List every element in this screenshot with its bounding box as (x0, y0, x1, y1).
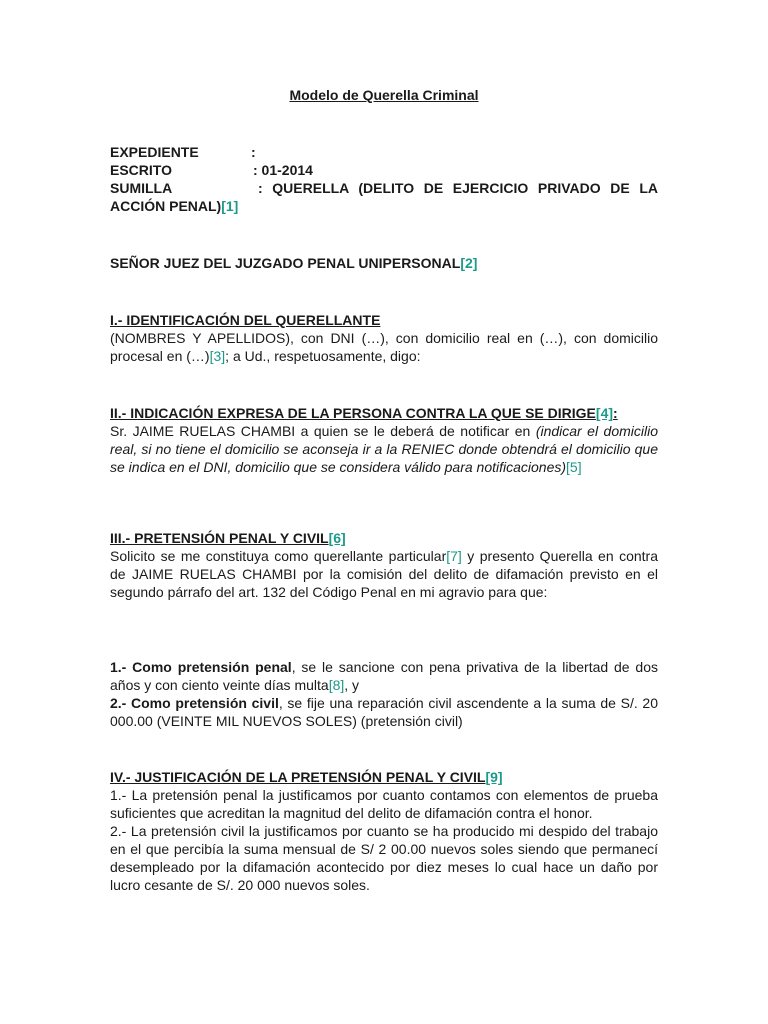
section-3-body (110, 547, 658, 601)
pretension-2 (110, 694, 658, 730)
footnote-ref-9[interactable]: [9] (485, 769, 503, 785)
expediente-value: : (251, 144, 256, 160)
section-2-text: Sr. JAIME RUELAS CHAMBI a quien se le deberá de notificar en (110, 423, 536, 439)
section-4-paragraph-2: 2.- La pretensión civil la justificamos por cuanto se ha producido mi despido del trabajo en el que percibía la suma mensual de S/ 2 00.00 nuevos soles siendo que permanecí desempleado por la difamación acontecido por diez meses lo cual hace un daño por lucro cesante de S/. 20 000 nuevos soles. (110, 823, 658, 893)
section-3-text: Solicito se me constituya como querellante particular (110, 548, 447, 564)
pretension-1-end: , y (344, 677, 360, 693)
pretension-1-text: , se le sancione con pena privativa de la libertad de dos años y con ciento veinte días multa (110, 659, 658, 693)
pretension-2-text: , se fije una reparación civil ascendente a la suma de S/. 20 000.00 (VEINTE MIL NUEVOS SOLES) (pretensión civil) (110, 695, 658, 729)
section-3-text-end: y presento Querella en contra de JAIME RUELAS CHAMBI por la comisión del delito de difamación previsto en el segundo párrafo del art. 132 del Código Penal en mi agravio para que: (110, 548, 658, 600)
footnote-ref-2[interactable]: [2] (460, 255, 478, 271)
footnote-ref-3[interactable]: [3] (209, 348, 226, 364)
sumilla-value: : QUERELLA (DELITO DE EJERCICIO PRIVADO DE LA (258, 180, 658, 196)
section-3 (110, 529, 658, 601)
sumilla-cont-row (110, 197, 658, 215)
footnote-ref-5[interactable]: [5] (566, 459, 582, 475)
sumilla-row (110, 179, 658, 197)
sumilla-label: SUMILLA (110, 180, 173, 196)
section-1-text: (NOMBRES Y APELLIDOS), con DNI (…), con domicilio real en (…), con domicilio procesal en (…) (110, 330, 658, 364)
addressee (110, 254, 658, 272)
footnote-ref-6[interactable]: [6] (328, 530, 346, 546)
section-2 (110, 404, 658, 476)
section-4-heading: IV.- JUSTIFICACIÓN DE LA PRETENSIÓN PENAL Y CIVIL (110, 769, 486, 785)
section-4 (110, 768, 658, 894)
section-4-heading-row (110, 768, 658, 786)
section-2-body (110, 422, 658, 476)
section-3-heading-row (110, 529, 658, 547)
section-2-italic-text: (indicar el domicilio real, si no tiene el domicilio se aconseja ir a la RENIEC donde obtendrá el domicilio que se indica en el DNI, domicilio que se considera válido para notificaciones) (110, 423, 658, 475)
pretension-1 (110, 658, 658, 694)
section-1-text-end: ; a Ud., respetuosamente, digo: (225, 348, 421, 364)
section-2-heading-colon: : (613, 405, 618, 421)
section-2-heading-row (110, 404, 658, 422)
document-title: Modelo de Querella Criminal (289, 87, 479, 103)
section-4-paragraph-1: 1.- La pretensión penal la justificamos por cuanto contamos con elementos de prueba suficientes que acreditan la magnitud del delito de difamación contra el honor. (110, 787, 658, 821)
escrito-value: : 01-2014 (253, 162, 313, 178)
footnote-ref-8[interactable]: [8] (328, 677, 345, 693)
escrito-label: ESCRITO (110, 162, 172, 178)
pretension-2-label: 2.- Como pretensión civil (110, 695, 279, 711)
footnote-ref-4[interactable]: [4] (595, 405, 614, 421)
footnote-ref-7[interactable]: [7] (446, 548, 462, 564)
pretensions (110, 658, 658, 730)
sumilla-continuation: ACCIÓN PENAL) (110, 198, 222, 214)
escrito-row (110, 161, 658, 179)
case-header (110, 143, 658, 215)
section-2-heading: II.- INDICACIÓN EXPRESA DE LA PERSONA CONTRA LA QUE SE DIRIGE (110, 405, 596, 421)
footnote-ref-1[interactable]: [1] (221, 198, 239, 214)
section-1-body (110, 329, 658, 365)
addressee-text: SEÑOR JUEZ DEL JUZGADO PENAL UNIPERSONAL (110, 255, 461, 271)
pretension-1-label: 1.- Como pretensión penal (110, 659, 292, 675)
section-3-heading: III.- PRETENSIÓN PENAL Y CIVIL (110, 530, 329, 546)
expediente-label: EXPEDIENTE (110, 144, 199, 160)
section-1 (110, 311, 658, 365)
section-1-heading: I.- IDENTIFICACIÓN DEL QUERELLANTE (110, 312, 381, 328)
expediente-row (110, 143, 658, 161)
